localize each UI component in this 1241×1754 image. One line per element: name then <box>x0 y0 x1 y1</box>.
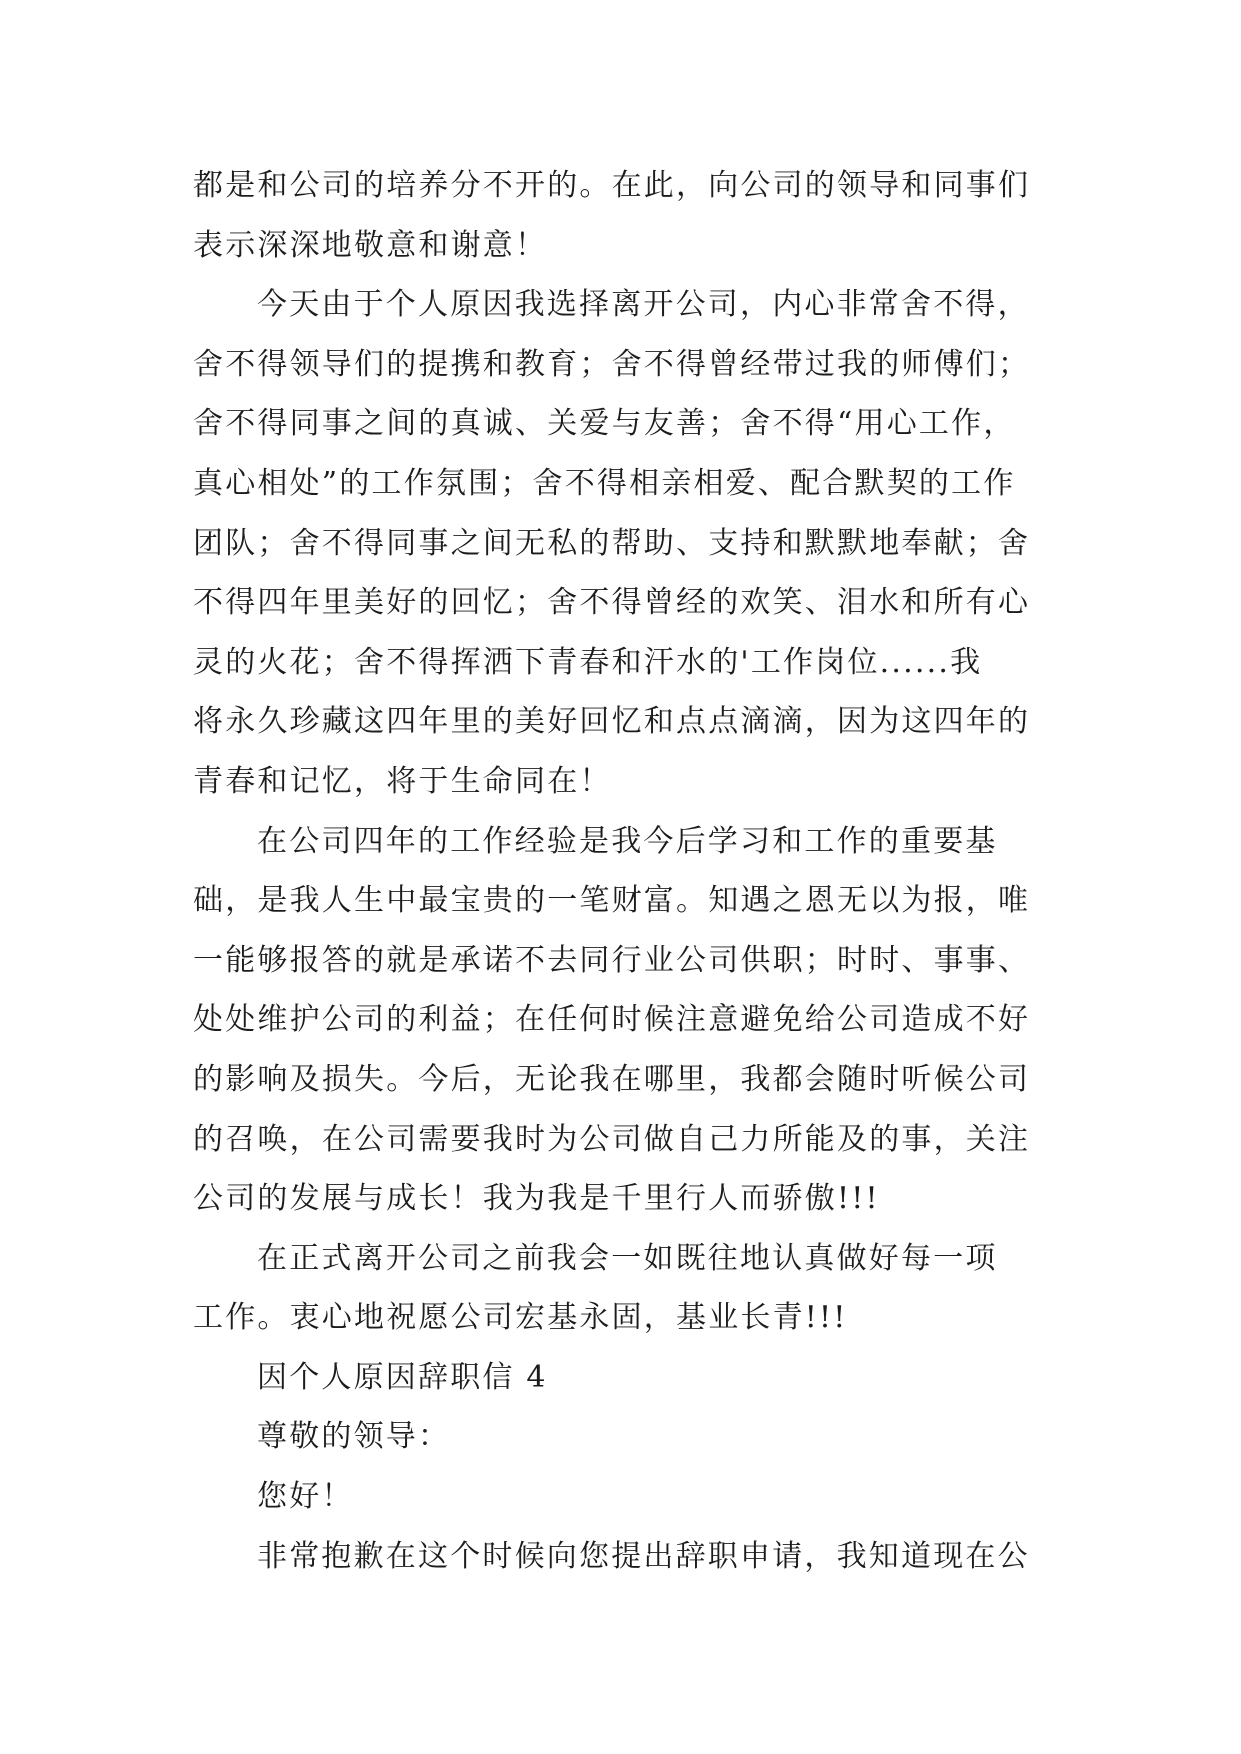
text-line: 舍不得领导们的提携和教育；舍不得曾经带过我的师傅们； <box>193 346 1031 382</box>
text-line: 表示深深地敬意和谢意！ <box>193 227 548 263</box>
text-line: 础，是我人生中最宝贵的一笔财富。知遇之恩无以为报，唯 <box>193 883 1031 919</box>
text-line: 不得四年里美好的回忆；舍不得曾经的欢笑、泪水和所有心 <box>193 585 1031 621</box>
text-line: 灵的火花；舍不得挥洒下青春和汗水的'工作岗位......我 <box>193 644 983 680</box>
text-line: 在公司四年的工作经验是我今后学习和工作的重要基 <box>257 823 998 859</box>
text-line: 一能够报答的就是承诺不去同行业公司供职；时时、事事、 <box>193 942 1031 978</box>
text-line: 因个人原因辞职信 4 <box>257 1359 548 1395</box>
text-line: 今天由于个人原因我选择离开公司，内心非常舍不得， <box>257 287 1030 323</box>
text-line: 处处维护公司的利益；在任何时候注意避免给公司造成不好 <box>193 1002 1031 1038</box>
text-line: 您好！ <box>257 1479 354 1515</box>
text-line: 舍不得同事之间的真诚、关爱与友善；舍不得“用心工作， <box>193 406 1016 442</box>
text-line: 工作。衷心地祝愿公司宏基永固，基业长青!!! <box>193 1300 848 1336</box>
text-line: 团队；舍不得同事之间无私的帮助、支持和默默地奉献；舍 <box>193 525 1031 561</box>
text-line: 的召唤，在公司需要我时为公司做自己力所能及的事，关注 <box>193 1121 1031 1157</box>
text-line: 尊敬的领导： <box>257 1419 451 1455</box>
text-line: 将永久珍藏这四年里的美好回忆和点点滴滴，因为这四年的 <box>193 704 1031 740</box>
text-line: 公司的发展与成长！我为我是千里行人而骄傲!!! <box>193 1181 880 1217</box>
text-line: 青春和记忆，将于生命同在！ <box>193 763 612 799</box>
text-line: 真心相处”的工作氛围；舍不得相亲相爱、配合默契的工作 <box>193 465 1016 501</box>
document-body <box>193 156 1053 1586</box>
text-line: 非常抱歉在这个时候向您提出辞职申请，我知道现在公 <box>257 1538 1030 1574</box>
text-line: 在正式离开公司之前我会一如既往地认真做好每一项 <box>257 1240 998 1276</box>
text-line: 的影响及损失。今后，无论我在哪里，我都会随时听候公司 <box>193 1061 1031 1097</box>
text-line: 都是和公司的培养分不开的。在此，向公司的领导和同事们 <box>193 168 1031 203</box>
